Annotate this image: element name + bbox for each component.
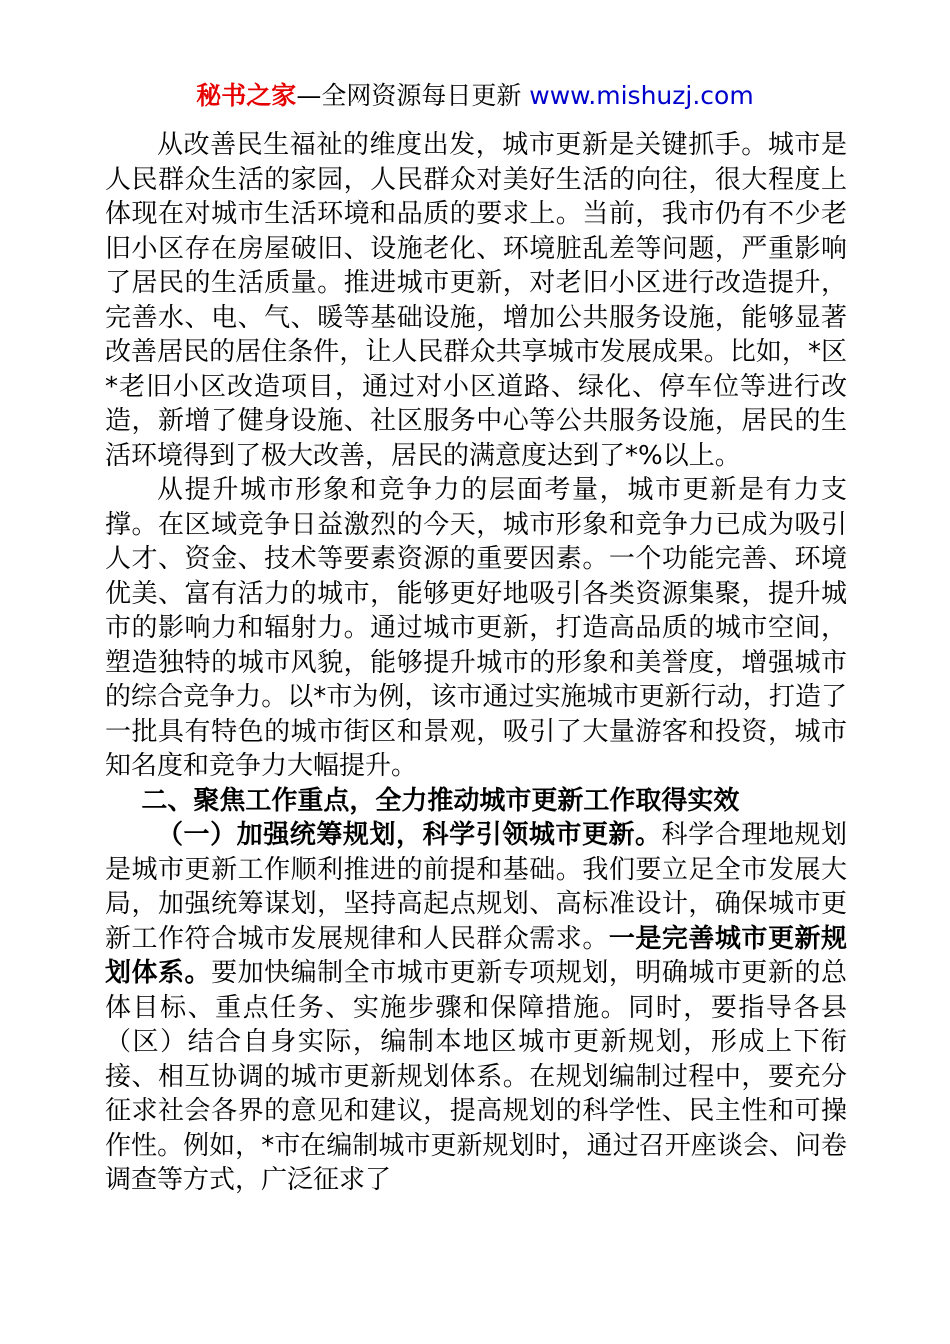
paragraph-planning xyxy=(105,818,847,1198)
page-header xyxy=(0,78,950,114)
site-url-link[interactable]: www.mishuzj.com xyxy=(529,81,754,110)
paragraph-competitiveness: 从提升城市形象和竞争力的层面考量，城市更新是有力支撑。在区域竞争日益激烈的今天，城市形象和竞争力已成为吸引人才、资金、技术等要素资源的重要因素。一个功能完善、环境优美、富有活力的城市，能够更好地吸引各类资源集聚，提升城市的影响力和辐射力。通过城市更新，打造高品质的城市空间，塑造独特的城市风貌，能够提升城市的形象和美誉度，增强城市的综合竞争力。以*市为例，该市通过实施城市更新行动，打造了一批具有特色的城市街区和景观，吸引了大量游客和投资，城市知名度和竞争力大幅提升。 xyxy=(105,475,847,781)
planning-lead-heading: （一）加强统筹规划，科学引领城市更新。 xyxy=(157,820,662,850)
planning-text-b: 要加快编制全市城市更新专项规划，明确城市更新的总体目标、重点任务、实施步骤和保障措施。同时，要指导各县（区）结合自身实际，编制本地区城市更新规划，形成上下衔接、相互协调的城市更新规划体系。在规划编制过程中，要充分征求社会各界的意见和建议，提高规划的科学性、民主性和可操作性。例如，*市在编制城市更新规划时，通过召开座谈会、问卷调查等方式，广泛征求了 xyxy=(105,958,847,1195)
brand-name: 秘书之家 xyxy=(196,81,297,110)
paragraph-livelihood: 从改善民生福祉的维度出发，城市更新是关键抓手。城市是人民群众生活的家园，人民群众对美好生活的向往，很大程度上体现在对城市生活环境和品质的要求上。当前，我市仍有不少老旧小区存在房屋破旧、设施老化、环境脏乱差等问题，严重影响了居民的生活质量。推进城市更新，对老旧小区进行改造提升，完善水、电、气、暖等基础设施，增加公共服务设施，能够显著改善居民的居住条件，让人民群众共享城市发展成果。比如，*区*老旧小区改造项目，通过对小区道路、绿化、停车位等进行改造，新增了健身设施、社区服务中心等公共服务设施，居民的生活环境得到了极大改善，居民的满意度达到了*%以上。 xyxy=(105,130,847,471)
document-body xyxy=(105,128,847,1198)
section-heading-2: 二、聚焦工作重点，全力推动城市更新工作取得实效 xyxy=(141,785,740,816)
header-tagline: —全网资源每日更新 xyxy=(296,81,530,110)
planning-point-one: 一是完善城市更新规划体系。 xyxy=(105,923,847,988)
planning-text-a: 科学合理地规划是城市更新工作顺利推进的前提和基础。我们要立足全市发展大局，加强统筹谋划，坚持高起点规划、高标准设计，确保城市更新工作符合城市发展规律和人民群众需求。 xyxy=(105,820,847,954)
